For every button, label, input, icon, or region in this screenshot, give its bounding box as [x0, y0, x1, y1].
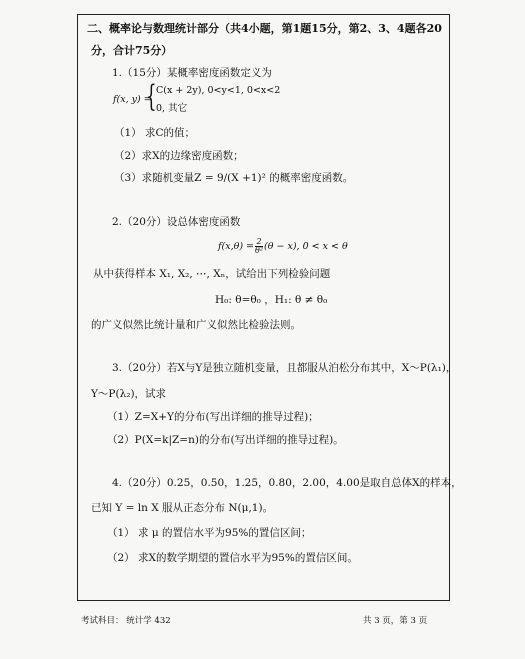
q1-part1: （1） 求C的值；	[114, 127, 196, 139]
q1-header: 1.（15分）某概率密度函数定义为	[112, 67, 272, 79]
q2-tail: 的广义似然比统计量和广义似然比检验法则。	[91, 319, 301, 331]
q2-formula-left: f(x,θ) =	[218, 241, 255, 252]
q2-header: 2.（20分）设总体密度函数	[112, 216, 241, 228]
q4-line2: 已知 Y = ln X 服从正态分布 N(μ,1)。	[91, 502, 274, 514]
q3-line2: Y～P(λ₂)，试求	[91, 388, 167, 400]
q4-header: 4.（20分）0.25，0.50，1.25，0.80，2.00，4.00是取自总体X的样本，	[112, 477, 462, 489]
q2-formula-right: (θ − x), 0 < x < θ	[264, 241, 348, 252]
q3-header: 3.（20分）若X与Y是独立随机变量，且都服从泊松分布其中，X～P(λ₁)，	[112, 362, 457, 374]
q3-part2: （2）P(X=k|Z=n)的分布(写出详细的推导过程)。	[107, 434, 344, 446]
q4-part2: （2） 求X的数学期望的置信水平为95%的置信区间。	[107, 552, 358, 564]
q1-case2: 0, 其它	[156, 103, 188, 114]
q4-part1: （1） 求 μ 的置信水平为95%的置信区间；	[107, 527, 312, 539]
q3-part1: （1）Z=X+Y的分布(写出详细的推导过程)；	[107, 411, 319, 423]
q1-part2: （2）求X的边缘密度函数；	[114, 150, 244, 162]
q2-frac-den: θ²	[255, 246, 264, 255]
q2-sample: 从中获得样本 X₁, X₂, ⋯, Xₙ，试给出下列检验问题	[93, 268, 331, 280]
q2-hypothesis: H₀: θ=θ₀ ，H₁: θ ≠ θ₀	[215, 294, 328, 306]
footer-subject: 考试科目： 统计学 432	[81, 616, 171, 626]
footer-page: 共 3 页，第 3 页	[363, 616, 428, 626]
q1-func-left: f(x, y) =	[113, 94, 152, 105]
q2-frac-num: 2	[256, 237, 262, 246]
section-title-cont: 分，合计75分）	[91, 44, 173, 57]
section-title: 二、概率论与数理统计部分（共4小题，第1题15分，第2、3、4题各20	[87, 22, 442, 35]
q2-formula	[218, 238, 348, 255]
q1-brace: {	[146, 79, 157, 114]
q1-case1: C(x + 2y), 0<y<1, 0<x<2	[156, 85, 281, 96]
q2-fraction	[255, 238, 263, 255]
q1-part3: （3）求随机变量Z = 9/(X +1)² 的概率密度函数。	[114, 172, 354, 184]
